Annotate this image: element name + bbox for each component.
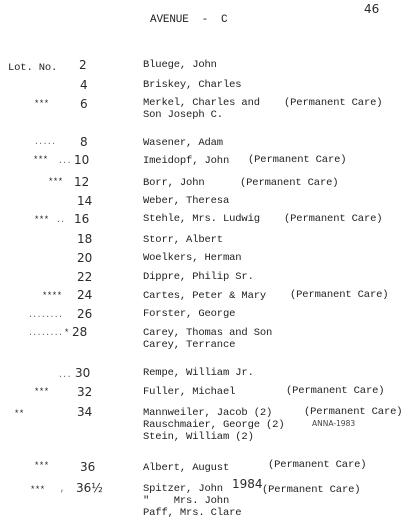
lot-number: 26 — [77, 307, 93, 321]
owner-name: Rempe, William Jr. — [143, 367, 254, 379]
care-note: (Permanent Care) — [286, 385, 385, 397]
owner-name: Imeidopf, John — [143, 155, 230, 167]
lot-number: 22 — [77, 270, 93, 284]
care-stars: *** — [34, 387, 49, 397]
page-number: 46 — [364, 2, 380, 16]
lot-number: 2 — [79, 58, 87, 72]
care-note: (Permanent Care) — [262, 484, 361, 496]
owner-name: Bluege, John — [143, 59, 217, 71]
leader-dots: ... — [58, 157, 71, 166]
care-note: (Permanent Care) — [290, 289, 389, 301]
leader-dots: ........ — [28, 329, 63, 338]
care-stars: *** — [33, 155, 48, 165]
care-note: (Permanent Care) — [248, 154, 347, 166]
lot-label: Lot. No. — [8, 62, 58, 74]
care-stars: *** — [34, 99, 49, 109]
owner-name: Merkel, Charles and — [143, 97, 260, 109]
lot-number: 10 — [74, 153, 90, 167]
owner-name: Forster, George — [143, 308, 236, 320]
lot-number: 20 — [77, 251, 93, 265]
care-note: (Permanent Care) — [240, 177, 339, 189]
care-stars: *** — [34, 461, 49, 471]
owner-name: Cartes, Peter & Mary — [143, 290, 267, 302]
lot-number: 30 — [75, 366, 91, 380]
owner-name: Borr, John — [143, 177, 205, 189]
lot-number: 36½ — [76, 481, 103, 495]
lot-number: 24 — [77, 288, 93, 302]
owner-name: Weber, Theresa — [143, 195, 230, 207]
owner-name-cont: Rauschmaier, George (2) — [143, 419, 285, 431]
lot-number: 34 — [77, 405, 93, 419]
owner-name: Woelkers, Herman — [143, 252, 242, 264]
handwritten-annotation: ANNA-1983 — [312, 419, 356, 428]
owner-name: Stehle, Mrs. Ludwig — [143, 213, 260, 225]
lot-number: 14 — [77, 194, 93, 208]
lot-number: 6 — [80, 97, 88, 111]
owner-name: Wasener, Adam — [143, 137, 223, 149]
owner-name: Fuller, Michael — [143, 386, 236, 398]
care-stars: ** — [14, 409, 24, 419]
lot-number: 18 — [77, 232, 93, 246]
care-stars: **** — [42, 291, 62, 301]
care-stars: *** — [34, 215, 49, 225]
owner-name-cont: Paff, Mrs. Clare — [143, 507, 242, 519]
page-title: AVENUE - C — [150, 14, 228, 26]
owner-name: Carey, Thomas and Son — [143, 327, 273, 339]
owner-name: Albert, August — [143, 462, 230, 474]
owner-name-cont: Son Joseph C. — [143, 109, 223, 121]
leader-dots: ........ — [28, 311, 63, 320]
care-note: (Permanent Care) — [284, 97, 383, 109]
leader-dots: .. — [56, 216, 65, 225]
lot-number: 16 — [74, 212, 90, 226]
owner-name-cont: " Mrs. John — [143, 495, 230, 507]
lot-number: 12 — [74, 175, 90, 189]
care-note: (Permanent Care) — [284, 213, 383, 225]
owner-name-cont: Stein, William (2) — [143, 431, 254, 443]
owner-name-cont: Carey, Terrance — [143, 339, 236, 351]
leader-dots: ... — [58, 371, 71, 380]
owner-name: Storr, Albert — [143, 234, 223, 246]
handwritten-annotation: 1984 — [232, 477, 263, 491]
lot-number: 8 — [80, 135, 88, 149]
leader-dots: ..... — [34, 138, 56, 147]
leader-dots: , — [60, 485, 65, 494]
lot-number: 36 — [80, 460, 96, 474]
owner-name: Briskey, Charles — [143, 79, 242, 91]
owner-name: Spitzer, John — [143, 483, 223, 495]
lot-number: 32 — [77, 385, 93, 399]
owner-name: Dippre, Philip Sr. — [143, 271, 254, 283]
care-note: (Permanent Care) — [268, 459, 367, 471]
care-stars: *** — [30, 485, 45, 495]
owner-name: Mannweiler, Jacob (2) — [143, 407, 273, 419]
care-stars: *** — [48, 177, 63, 187]
lot-number: 28 — [72, 325, 88, 339]
lot-number: 4 — [80, 78, 88, 92]
care-stars: * — [64, 328, 69, 338]
care-note: (Permanent Care) — [304, 406, 403, 418]
